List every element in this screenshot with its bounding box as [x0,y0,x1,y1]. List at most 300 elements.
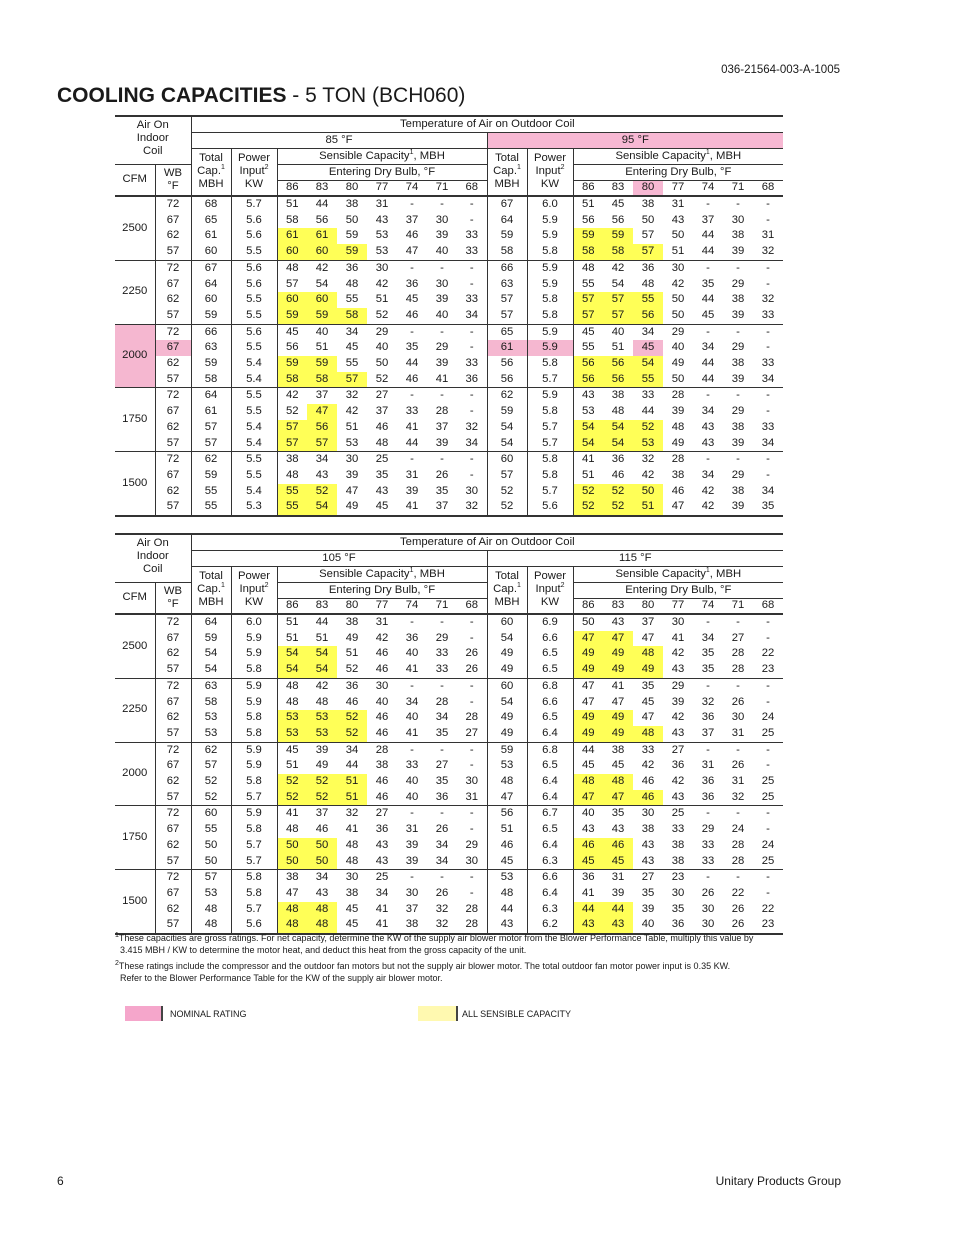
cell-value: 32 [761,293,775,306]
cell-value: 57 [191,420,231,436]
cell-value: 39 [435,357,449,370]
cell-value: 5.9 [231,678,277,694]
wb-value: 67 [155,468,191,484]
cell-value: 46 [375,663,389,676]
cell-value: 42 [671,775,685,788]
entering-dry-bulb-header-l: Entering Dry Bulb, °F [277,582,487,598]
cell-value: 5.9 [527,228,573,244]
cell-value: 6.3 [527,854,573,870]
cell-value: 54 [603,436,633,452]
wb-value: 72 [155,388,191,404]
cell-value: 30 [671,616,685,628]
wb-value: 67 [155,758,191,774]
cell-value: 28 [465,902,479,915]
cell-value: 36 [603,452,633,468]
cell-value: 53 [277,726,307,742]
cell-value: 42 [375,631,389,644]
cell-value: 5.5 [231,388,277,404]
cell-value: 54 [307,499,337,516]
cell-value: - [397,806,427,822]
cell-value: 32 [435,902,449,915]
table-row [115,710,783,726]
cell-value: 47 [573,790,603,806]
cell-value: 46 [405,372,419,385]
cell-value: 31 [731,775,745,788]
cell-value: 34 [701,341,715,354]
cell-value: 53 [277,710,307,726]
cell-value: 38 [277,452,307,468]
cell-value: - [457,678,487,694]
cell-value: 55 [191,822,231,838]
table-row [115,790,783,806]
cell-value: 41 [277,806,307,822]
cell-value: 38 [641,198,655,210]
edb-value-r: 83 [603,598,633,614]
cell-value: 39 [731,372,745,385]
cell-value: 6.4 [527,838,573,854]
cell-value: 43 [487,917,527,934]
edb-value-r: 83 [603,180,633,196]
cell-value: 22 [731,886,745,899]
wb-value: 72 [155,324,191,340]
cell-value: - [397,260,427,276]
table-row [115,695,783,711]
cell-value: 5.6 [231,324,277,340]
cell-value: 34 [761,436,775,449]
wb-value: 67 [155,340,191,356]
cfm-value: 1750 [115,806,155,870]
cell-value: 6.5 [527,646,573,662]
cell-value: 38 [345,616,359,628]
cell-value: - [723,452,753,468]
cell-value: 53 [487,758,527,774]
cell-value: 34 [435,838,449,851]
cell-value: 47 [573,631,603,647]
cell-value: 48 [277,468,307,484]
cell-value: 53 [307,710,337,726]
temp-outdoor-header: Temperature of Air on Outdoor Coil [191,116,783,132]
cell-value: 57 [603,308,633,324]
cell-value: 5.7 [231,196,277,213]
cell-value: 46 [641,775,655,788]
cell-value: 5.4 [231,356,277,372]
cell-value: 57 [191,436,231,452]
air-on-indoor-header: Air On Indoor Coil [115,116,191,164]
cell-value: 33 [465,229,479,242]
cell-value: 48 [641,277,655,290]
cell-value: 43 [603,917,633,934]
cell-value: 26 [731,695,745,708]
cell-value: - [753,870,783,886]
cell-value: 57 [641,229,655,242]
cell-value: 48 [191,902,231,918]
cell-value: 5.8 [527,356,573,372]
cell-value: 60 [277,244,307,260]
cell-value: 49 [345,631,359,644]
cell-value: 59 [487,742,527,758]
cell-value: 49 [573,726,603,742]
cell-value: 34 [435,711,449,724]
cell-value: 29 [731,405,745,418]
cell-value: 56 [573,356,603,372]
cell-value: 52 [307,790,337,806]
left-temp-header: 105 °F [191,550,487,566]
cell-value: 39 [405,854,419,867]
cell-value: 30 [367,260,397,276]
cell-value: 50 [345,213,359,226]
cell-value: 58 [277,213,307,229]
cell-value: - [693,870,723,886]
entering-dry-bulb-header-r: Entering Dry Bulb, °F [573,164,783,180]
cell-value: 48 [573,260,603,276]
cell-value: 37 [307,806,337,822]
cell-value: 5.9 [231,631,277,647]
cell-value: 50 [671,293,685,306]
cell-value: 42 [307,260,337,276]
table-row [115,292,783,308]
cell-value: 45 [277,742,307,758]
cell-value: - [469,198,474,210]
cell-value: 40 [375,341,389,354]
cell-value: 33 [701,854,715,867]
cell-value: 44 [701,357,715,370]
cell-value: 30 [465,775,479,788]
cell-value: 54 [315,277,329,290]
cell-value: 38 [731,484,745,497]
cell-value: 35 [671,902,685,915]
cell-value: 34 [701,468,715,481]
cell-value: 34 [307,870,337,886]
table-row [115,758,783,774]
legend-nominal-swatch [125,1006,163,1021]
table-row [115,404,783,420]
cell-value: 46 [633,790,663,806]
cell-value: 49 [487,726,527,742]
cell-value: 5.8 [231,710,277,726]
cell-value: 36 [701,790,715,803]
cell-value: 38 [731,229,745,242]
cell-value: 32 [427,917,457,934]
cell-value: 50 [375,357,389,370]
cell-value: 33 [633,388,663,404]
cell-value: 41 [435,372,449,385]
cell-value: 46 [573,838,603,854]
cell-value: 65 [487,324,527,340]
total-cap-header-r: Total Cap.$^1$ MBH [487,148,527,196]
cell-value: 53 [375,245,389,258]
cell-value: 37 [701,726,715,739]
wb-value: 57 [155,372,191,388]
cell-value: 5.9 [231,806,277,822]
cell-value: 25 [761,854,775,867]
cell-value: 40 [573,806,603,822]
cell-value: 38 [671,854,685,867]
cell-value: - [397,452,427,468]
cell-value: 48 [611,405,625,418]
cell-value: 34 [307,452,337,468]
cell-value: 47 [307,404,337,420]
cell-value: 52 [191,790,231,806]
cell-value: 29 [435,341,449,354]
cell-value: 31 [465,790,479,803]
cell-value: 5.6 [231,213,277,229]
cell-value: 39 [671,695,685,708]
cell-value: 59 [337,244,367,260]
cell-value: - [457,324,487,340]
cell-value: 28 [435,405,449,418]
cell-value: 45 [633,340,663,356]
cell-value: 34 [375,886,389,899]
cell-value: 57 [307,436,337,452]
cell-value: 5.4 [231,372,277,388]
cell-value: 45 [573,324,603,340]
cell-value: 44 [315,616,329,628]
cell-value: 36 [701,711,715,724]
cell-value: 54 [307,662,337,678]
wb-value: 57 [155,726,191,742]
cell-value: 43 [375,838,389,851]
wb-value: 62 [155,710,191,726]
cell-value: 57 [277,420,307,436]
cell-value: 31 [405,823,419,836]
wb-value: 72 [155,806,191,822]
cell-value: 5.9 [231,742,277,758]
cell-value: 33 [633,742,663,758]
cfm-value: 2250 [115,678,155,742]
cell-value: 56 [307,420,337,436]
cell-value: - [766,341,770,354]
cell-value: 30 [337,452,367,468]
sensible-capacity-header-r: Sensible Capacity$^1$, MBH [573,566,783,582]
cell-value: - [753,388,783,404]
table-row [115,468,783,484]
cell-value: 31 [761,229,775,242]
cell-value: 35 [701,663,715,676]
cell-value: 6.4 [527,790,573,806]
cell-value: 32 [457,499,487,516]
cell-value: 37 [641,616,655,628]
cell-value: 22 [761,647,775,660]
table-row [115,838,783,854]
table-row [115,678,783,694]
cell-value: 55 [277,484,307,500]
cell-value: 43 [671,663,685,676]
cell-value: 46 [671,484,685,497]
cell-value: 50 [277,838,307,854]
table-row [115,436,783,452]
cell-value: 57 [487,292,527,308]
cell-value: 56 [573,372,603,388]
cell-value: 6.5 [527,758,573,774]
cell-value: 41 [405,726,419,739]
cell-value: 30 [435,213,449,226]
cell-value: - [753,742,783,758]
cell-value: - [753,452,783,468]
cell-value: 48 [487,774,527,790]
cfm-value: 1500 [115,870,155,934]
cell-value: 55 [191,499,231,516]
cell-value: 5.8 [231,886,277,902]
cell-value: 60 [487,678,527,694]
cell-value: 33 [465,293,479,306]
table-row [115,420,783,436]
cell-value: 5.8 [527,244,573,260]
cell-value: 31 [671,198,685,210]
cell-value: 35 [405,341,419,354]
wb-value: 67 [155,822,191,838]
cell-value: 39 [435,436,449,449]
cell-value: 54 [487,631,527,647]
cell-value: 5.9 [527,277,573,293]
cell-value: 58 [277,372,307,388]
cell-value: - [469,468,474,481]
cell-value: 51 [277,758,307,774]
cell-value: 31 [731,726,745,739]
table-row [115,806,783,822]
cell-value: 43 [573,822,603,838]
wb-value: 72 [155,678,191,694]
cell-value: 30 [731,711,745,724]
legend-sensible-swatch [418,1006,458,1021]
cell-value: 5.7 [527,372,573,388]
table-row [115,822,783,838]
cell-value: 48 [277,260,307,276]
wb-value: 62 [155,838,191,854]
wb-value: 72 [155,614,191,631]
cell-value: 36 [337,678,367,694]
cell-value: 5.5 [231,340,277,356]
cell-value: 28 [435,695,449,708]
cell-value: 6.8 [527,742,573,758]
wb-value: 57 [155,854,191,870]
cell-value: 35 [435,726,449,739]
cell-value: 46 [375,420,389,433]
cell-value: 49 [671,436,685,449]
cell-value: 37 [427,499,457,516]
cell-value: 55 [345,357,359,370]
cell-value: 66 [191,324,231,340]
cell-value: 5.8 [527,308,573,324]
cell-value: 36 [405,277,419,290]
cell-value: 53 [191,726,231,742]
cell-value: 32 [761,245,775,258]
cell-value: 52 [345,663,359,676]
cell-value: - [693,452,723,468]
cell-value: 5.8 [231,662,277,678]
cell-value: 44 [405,436,419,449]
wb-value: 57 [155,917,191,934]
edb-value-r: 71 [723,598,753,614]
cell-value: 53 [307,726,337,742]
table-row [115,196,783,213]
cell-value: 45 [405,293,419,306]
cell-value: 58 [191,695,231,711]
cell-value: 37 [307,388,337,404]
power-input-header-r: Power Input$^2$ KW [527,566,573,614]
cell-value: - [469,823,474,836]
cell-value: 30 [337,870,367,886]
cell-value: 49 [573,662,603,678]
cell-value: 62 [191,452,231,468]
cell-value: 64 [191,277,231,293]
cell-value: - [440,616,444,628]
cell-value: 32 [337,806,367,822]
cell-value: 29 [435,631,449,644]
cell-value: 59 [191,356,231,372]
cell-value: 5.5 [231,308,277,324]
cell-value: 44 [641,405,655,418]
cell-value: 53 [191,710,231,726]
cell-value: 48 [277,822,307,838]
cell-value: 28 [731,838,745,851]
cell-value: - [469,631,474,644]
wb-value: 57 [155,662,191,678]
cell-value: 59 [191,468,231,484]
cell-value: 57 [191,758,231,774]
cell-value: - [723,870,753,886]
cell-value: 24 [761,711,775,724]
cell-value: 28 [663,388,693,404]
cell-value: 26 [731,902,745,915]
cell-value: 38 [345,198,359,210]
cell-value: 45 [603,854,633,870]
cell-value: 43 [701,420,715,433]
cell-value: 48 [487,886,527,902]
cell-value: 57 [191,870,231,886]
cell-value: - [469,341,474,354]
table-row [115,902,783,918]
cell-value: 41 [573,452,603,468]
cell-value: 53 [191,886,231,902]
cell-value: 59 [191,308,231,324]
cell-value: 40 [435,308,449,321]
cell-value: 54 [487,695,527,711]
cell-value: 51 [337,774,367,790]
table-row [115,484,783,500]
cell-value: 25 [761,790,775,803]
cell-value: 5.9 [527,340,573,356]
cell-value: 67 [487,196,527,213]
edb-value-r: 77 [663,598,693,614]
cell-value: 42 [603,260,633,276]
cell-value: 49 [603,726,633,742]
cell-value: 40 [435,245,449,258]
table-row [115,614,783,631]
cell-value: 51 [277,614,307,631]
cell-value: 54 [277,662,307,678]
cell-value: - [469,213,474,226]
cell-value: 33 [671,823,685,836]
cell-value: 6.6 [527,695,573,711]
cell-value: 5.4 [231,484,277,500]
cell-value: 59 [307,308,337,324]
edb-value-r: 68 [753,180,783,196]
cell-value: 36 [701,775,715,788]
cell-value: 35 [641,886,655,899]
cell-value: 57 [603,292,633,308]
edb-value-l: 86 [277,598,307,614]
table-row [115,499,783,516]
cell-value: 54 [487,420,527,436]
cell-value: 34 [337,742,367,758]
cell-value: 45 [573,758,603,774]
cell-value: 49 [603,662,633,678]
cell-value: 46 [375,647,389,660]
cell-value: 49 [487,662,527,678]
total-cap-header-l: Total Cap.$^1$ MBH [191,566,231,614]
cell-value: 59 [277,308,307,324]
table-row [115,228,783,244]
